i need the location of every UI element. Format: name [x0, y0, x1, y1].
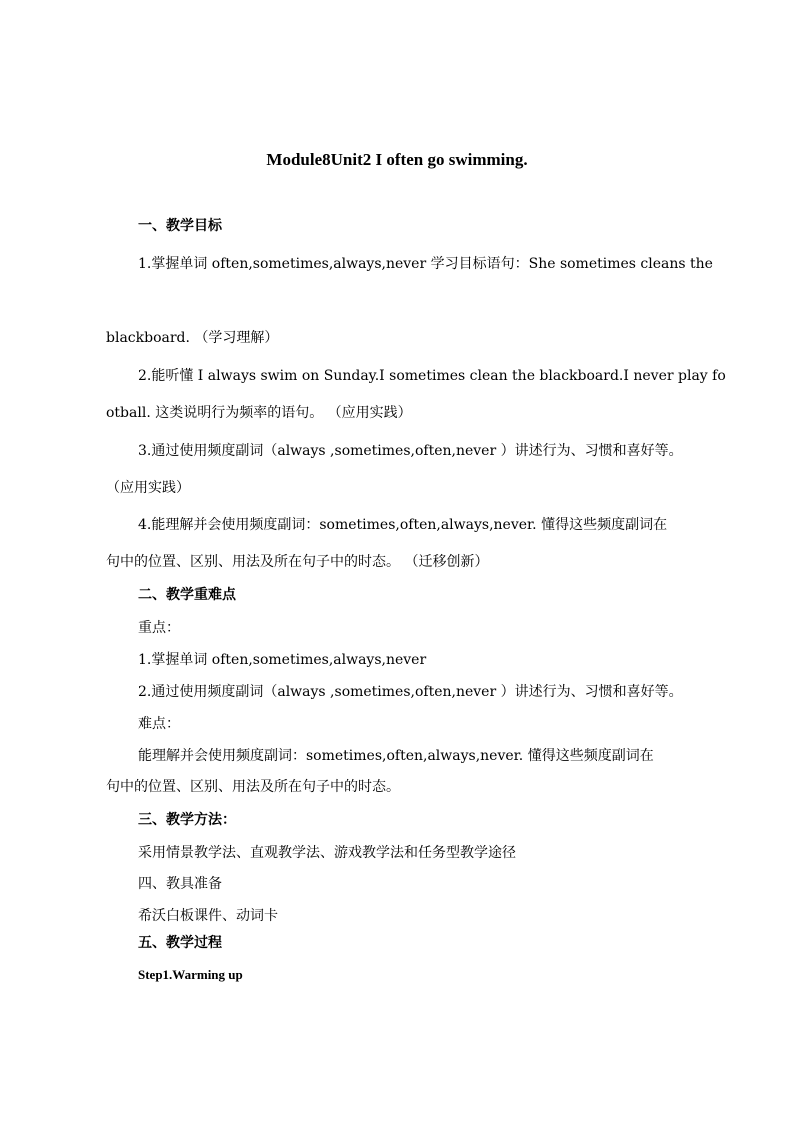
objective-3-line-2: （应用实践）: [106, 480, 190, 496]
key-points-label: 重点：: [138, 620, 180, 636]
step-1-heading: Step1.Warming up: [138, 967, 243, 982]
objective-2-line-2: otball. 这类说明行为频率的语句。 （应用实践）: [106, 405, 412, 421]
methods-text: 采用情景教学法、直观教学法、游戏教学法和任务型教学途径: [138, 845, 516, 861]
objective-1-line-1: 1.掌握单词 often,sometimes,always,never 学习目标语句：She sometimes cleans the: [138, 256, 713, 272]
section-heading-materials: 四、教具准备: [138, 876, 222, 892]
section-heading-objectives: 一、教学目标: [138, 218, 222, 234]
section-heading-process: 五、教学过程: [138, 935, 222, 951]
objective-2-line-1: 2.能听懂 I always swim on Sunday.I sometimes clean the blackboard.I never play fo: [138, 368, 726, 384]
difficult-point-line-1: 能理解并会使用频度副词：sometimes,often,always,never. 懂得这些频度副词在: [138, 748, 654, 764]
key-point-1: 1.掌握单词 often,sometimes,always,never: [138, 652, 427, 668]
document-title: Module8Unit2 I often go swimming.: [266, 150, 528, 169]
difficult-points-label: 难点：: [138, 716, 180, 732]
materials-text: 希沃白板课件、动词卡: [138, 908, 278, 924]
objective-4-line-1: 4.能理解并会使用频度副词：sometimes,often,always,never. 懂得这些频度副词在: [138, 517, 668, 533]
objective-4-line-2: 句中的位置、区别、用法及所在句子中的时态。 （迁移创新）: [106, 554, 489, 570]
objective-1-line-2: blackboard. （学习理解）: [106, 330, 279, 346]
section-heading-methods: 三、教学方法：: [138, 812, 236, 828]
difficult-point-line-2: 句中的位置、区别、用法及所在句子中的时态。: [106, 779, 400, 795]
objective-3-line-1: 3.通过使用频度副词（always ,sometimes,often,never ）讲述行为、习惯和喜好等。: [138, 443, 683, 459]
key-point-2: 2.通过使用频度副词（always ,sometimes,often,never ）讲述行为、习惯和喜好等。: [138, 684, 683, 700]
section-heading-key-points: 二、教学重难点: [138, 587, 236, 603]
